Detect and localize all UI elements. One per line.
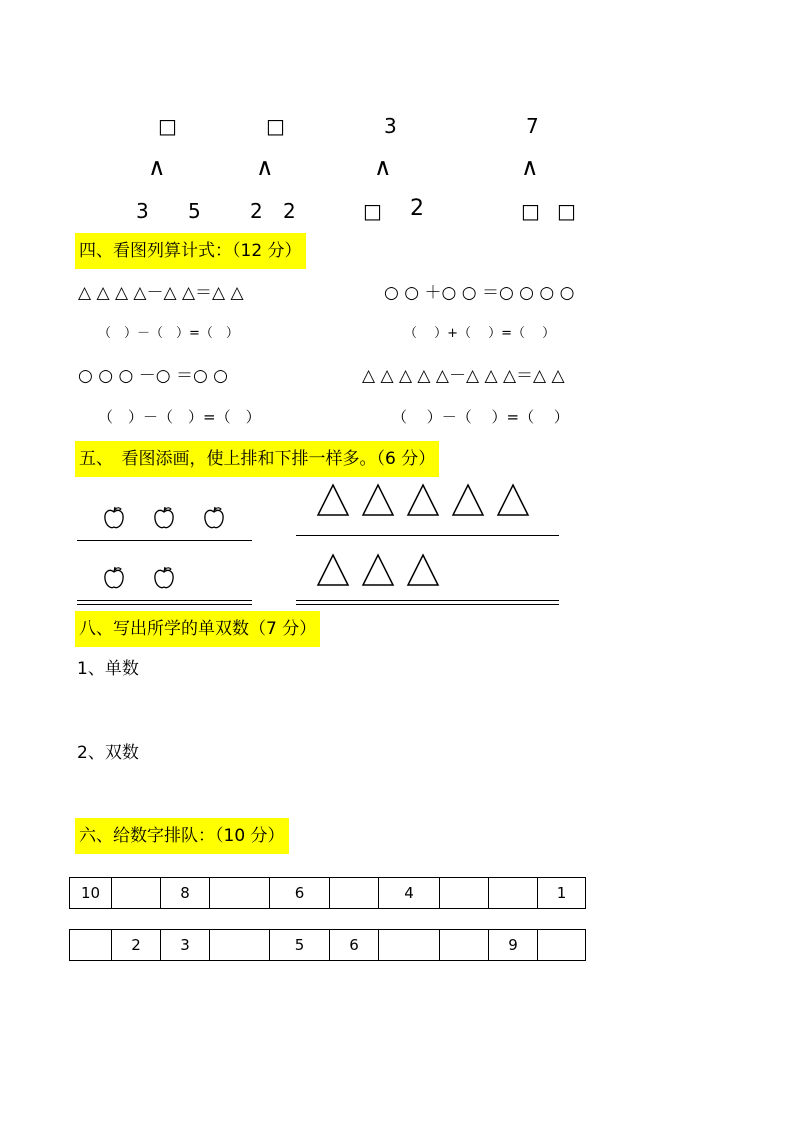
- apple-icon: [101, 565, 127, 595]
- odd-numbers-label: 1、单数: [77, 659, 139, 679]
- seq2-cell[interactable]: 6: [330, 930, 379, 961]
- seq1-cell[interactable]: 4: [379, 878, 440, 909]
- sequence-table-2: [69, 929, 586, 961]
- apple-icon: [201, 505, 227, 535]
- decomp-bottom-3b: 2: [410, 196, 424, 221]
- seq1-cell[interactable]: 6: [270, 878, 330, 909]
- apple-icon: [101, 505, 127, 535]
- seq1-cell[interactable]: 1: [538, 878, 586, 909]
- decomp-bottom-2a: 2: [250, 199, 263, 223]
- seq1-cell[interactable]: [112, 878, 161, 909]
- seq2-cell[interactable]: 3: [161, 930, 210, 961]
- apples-base-line: [77, 600, 252, 605]
- decomp-arrow-3: ∧: [374, 153, 392, 181]
- triangle-icon: [316, 553, 350, 591]
- section5-heading: 五、 看图添画，使上排和下排一样多。（6 分）: [75, 441, 439, 477]
- triangle-icon: [406, 553, 440, 591]
- triangle-icon: [361, 483, 395, 521]
- seq1-cell[interactable]: 8: [161, 878, 210, 909]
- decomp-bottom-4a: □: [521, 199, 540, 223]
- triangle-icon: [451, 483, 485, 521]
- section4-heading: 四、看图列算计式：（12 分）: [75, 233, 306, 269]
- eq3-blank: （ ）－（ ）=（ ）: [98, 408, 261, 426]
- decomp-top-3: 3: [384, 114, 397, 138]
- even-numbers-label: 2、双数: [77, 743, 139, 763]
- decomp-bottom-2b: 2: [283, 199, 296, 223]
- triangle-icon: [406, 483, 440, 521]
- section6-heading: 六、给数字排队：（10 分）: [75, 818, 289, 854]
- seq1-cell[interactable]: [489, 878, 538, 909]
- seq2-cell[interactable]: [70, 930, 112, 961]
- triangle-icon: [361, 553, 395, 591]
- seq2-cell[interactable]: [538, 930, 586, 961]
- sequence-table-1: [69, 877, 586, 909]
- decomp-top-2: □: [266, 114, 285, 138]
- seq2-cell[interactable]: 9: [489, 930, 538, 961]
- seq1-cell[interactable]: [210, 878, 270, 909]
- seq2-cell[interactable]: [379, 930, 440, 961]
- decomp-top-4: 7: [526, 114, 539, 138]
- seq2-cell[interactable]: 5: [270, 930, 330, 961]
- apples-divider-line: [77, 540, 252, 541]
- decomp-bottom-4b: □: [557, 199, 576, 223]
- seq1-cell[interactable]: 10: [70, 878, 112, 909]
- triangles-base-line: [296, 600, 559, 605]
- decomp-bottom-1a: 3: [136, 199, 149, 223]
- triangle-icon: [496, 483, 530, 521]
- apple-icon: [151, 505, 177, 535]
- section8-heading: 八、写出所学的单双数（7 分）: [75, 611, 320, 647]
- eq3-shapes: ○ ○ ○ －○ ＝○ ○: [78, 366, 229, 386]
- eq1-shapes: △ △ △ △－△ △＝△ △: [78, 283, 244, 303]
- decomp-arrow-2: ∧: [256, 153, 274, 181]
- decomp-arrow-1: ∧: [148, 153, 166, 181]
- seq2-cell[interactable]: [440, 930, 489, 961]
- eq4-shapes: △ △ △ △ △－△ △ △＝△ △: [362, 366, 565, 386]
- decomp-bottom-3a: □: [363, 199, 382, 223]
- apple-icon: [151, 565, 177, 595]
- eq2-blank: （ ）+（ ）=（ ）: [404, 326, 556, 341]
- triangle-icon: [316, 483, 350, 521]
- decomp-top-1: □: [158, 114, 177, 138]
- eq2-shapes: ○ ○ ＋○ ○ ＝○ ○ ○ ○: [384, 283, 575, 303]
- triangles-divider-line: [296, 535, 559, 536]
- seq2-cell[interactable]: 2: [112, 930, 161, 961]
- decomp-arrow-4: ∧: [521, 153, 539, 181]
- eq4-blank: （ ）－（ ）=（ ）: [392, 408, 569, 426]
- seq2-cell[interactable]: [210, 930, 270, 961]
- eq1-blank: （ ）－（ ）=（ ）: [98, 326, 239, 341]
- decomp-bottom-1b: 5: [188, 199, 201, 223]
- seq1-cell[interactable]: [440, 878, 489, 909]
- seq1-cell[interactable]: [330, 878, 379, 909]
